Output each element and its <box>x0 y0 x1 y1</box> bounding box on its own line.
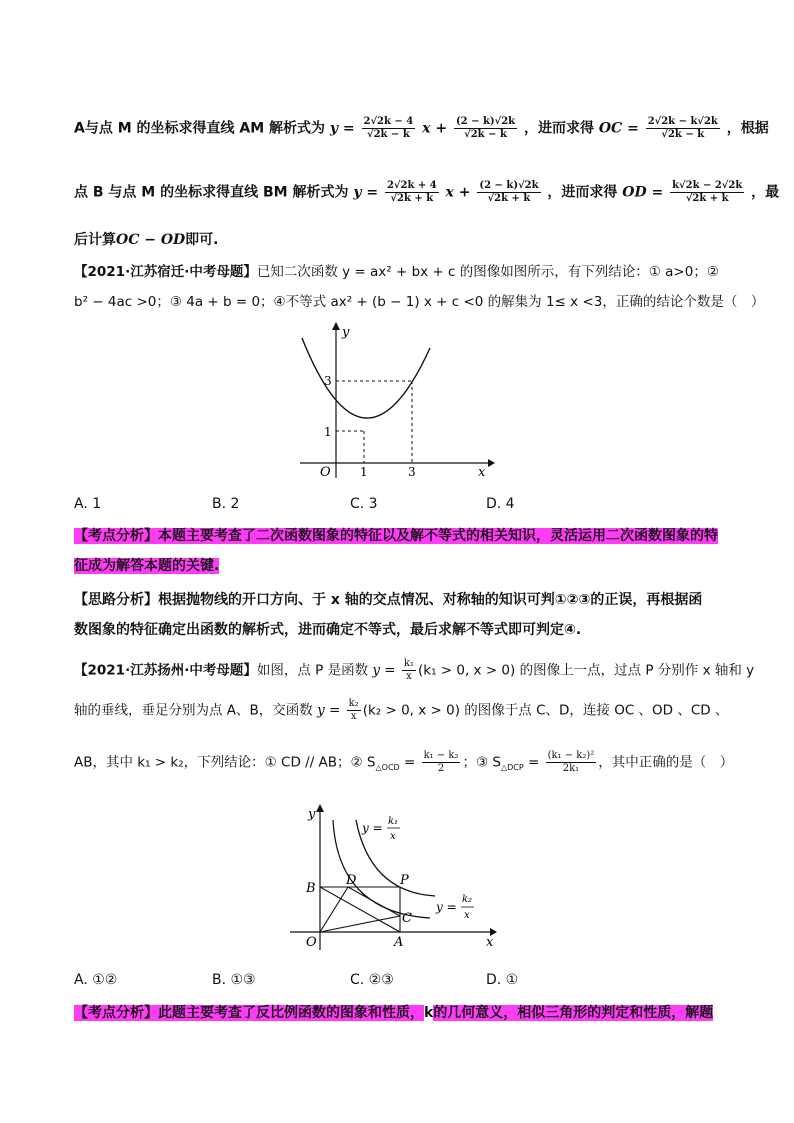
hyperbola-graph <box>290 800 510 960</box>
q2-line2: 轴的垂线，垂足分别为点 A、B，交函数 y = $\frac{\text{k₂}}{x}$ (k₂ > 0, x > 0) 的图像于点 C、D，连接 OC 、OD 、CD 、 <box>74 698 729 722</box>
q2-analysis-line1: 【考点分析】此题主要考查了反比例函数的图象和性质，k的几何意义，相似三角形的判定和性质，解题 <box>74 1005 714 1021</box>
curve2-k: k₂ <box>462 894 473 905</box>
q1-line1: 【2021·江苏宿迁·中考母题】已知二次函数 y = ax² + bx + c 的图像如图所示，有下列结论：① a>0；② <box>74 264 719 280</box>
q2-option-c[interactable]: C. ②③ <box>350 972 394 988</box>
q1-line2: b² − 4ac >0；③ 4a + b = 0；④不等式 ax² + (b − 1) x + c <0 的解集为 1≤ x <3，正确的结论个数是（ ） <box>74 294 765 310</box>
y-tick-3: 3 <box>324 374 332 388</box>
para1-line3: 后计算OC − OD即可. <box>74 232 219 248</box>
label-a: A <box>394 935 404 950</box>
eq-oc: OC = <box>598 120 639 137</box>
q2-option-d[interactable]: D. ① <box>486 972 519 988</box>
label-p: P <box>400 873 409 888</box>
q1-idea-line1: 【思路分析】根据抛物线的开口方向、于 x 轴的交点情况、对称轴的知识可判①②③的正误，再根据函 <box>74 592 703 608</box>
q2-source-tag: 【2021·江苏扬州·中考母题】 <box>74 662 257 679</box>
fraction: $\frac{k√2k - 2√2k}{√2k + k}$ <box>672 180 743 204</box>
q1-analysis-line2: 征成为解答本题的关键. <box>74 558 220 574</box>
q2-options <box>74 972 734 992</box>
x-tick-3: 3 <box>408 465 416 478</box>
curve1-x: x <box>390 831 396 842</box>
segment-cd <box>348 887 400 916</box>
label-b: B <box>306 881 316 896</box>
x-tick-1: 1 <box>360 465 368 478</box>
q1-analysis-line1: 【考点分析】本题主要考查了二次函数图象的特征以及解不等式的相关知识，灵活运用二次函数图象的特 <box>74 528 718 544</box>
curve2-x: x <box>464 910 470 921</box>
label-c: C <box>402 911 412 926</box>
y-axis-arrow <box>316 804 324 812</box>
fraction: $\frac{\text{k₂}}{x}$ <box>348 698 359 722</box>
curve1-k: k₁ <box>388 816 399 827</box>
parabola-curve <box>302 338 430 418</box>
segment-oc <box>320 916 400 932</box>
parabola-graph <box>290 318 500 478</box>
x-label: x <box>478 465 486 478</box>
fraction: $\frac{2√2k - 4}{√2k - k}$ <box>363 116 414 140</box>
x-label: x <box>486 935 494 950</box>
q2-line3: AB，其中 k₁ > k₂，下列结论：① CD // AB；② $S_{\triangle OCD}$ = $\frac{\text{k₁ − k₂}}{2}$ ；③ $S_{\triangle DCP}$ = $\frac{\text{(k₁ − k₂)²}}{\text{2k₁}}$ ，其中正确的是（ ） <box>74 750 734 774</box>
label-o: O <box>306 935 317 950</box>
label-d: D <box>346 873 357 888</box>
fraction: $\frac{(2 - k)√2k}{√2k + k}$ <box>479 180 539 204</box>
fraction: $\frac{(2 - k)√2k}{√2k - k}$ <box>455 116 516 140</box>
segment-od <box>320 887 348 932</box>
eq-y: y = <box>329 120 355 137</box>
curve2-label: y = <box>436 900 457 914</box>
q1-source-tag: 【2021·江苏宿迁·中考母题】 <box>74 264 257 280</box>
q1-option-a[interactable]: A. 1 <box>74 496 102 512</box>
eq-x: x + <box>422 120 448 137</box>
curve1-label: y = <box>362 821 383 835</box>
fraction: $\frac{2√2k - k√2k}{√2k - k}$ <box>647 116 718 140</box>
q2-option-b[interactable]: B. ①③ <box>212 972 256 988</box>
q2-option-a[interactable]: A. ①② <box>74 972 118 988</box>
para1-line1-text: A与点 M 的坐标求得直线 AM 解析式为 <box>74 120 326 137</box>
q1-idea-line2: 数图象的特征确定出函数的解析式，进而确定不等式，最后求解不等式即可判定④. <box>74 622 582 638</box>
q1-option-d[interactable]: D. 4 <box>486 496 515 512</box>
x-axis-arrow <box>488 459 495 467</box>
q1-option-c[interactable]: C. 3 <box>350 496 378 512</box>
origin-label: O <box>320 465 331 478</box>
q1-options <box>74 496 734 516</box>
fraction: $\frac{\text{k₁}}{x}$ <box>403 658 414 682</box>
y-tick-1: 1 <box>324 425 332 439</box>
q2-line1: 【2021·江苏扬州·中考母题】如图，点 P 是函数 y = $\frac{\text{k₁}}{x}$ (k₁ > 0, x > 0) 的图像上一点，过点 P 分别作 x 轴和 y <box>74 658 755 682</box>
para1-line2: 点 B 与点 M 的坐标求得直线 BM 解析式为 y = $\frac{2√2k + 4}{√2k + k}$ x + $\frac{(2 - k)√2k}{√2k + k}$ ，进而求得 OD = $\frac{k√2k - 2√2k}{√2k + k}$ ，最 <box>74 180 780 204</box>
y-label: y <box>308 807 316 822</box>
q1-option-b[interactable]: B. 2 <box>212 496 240 512</box>
para1-line1: A与点 M 的坐标求得直线 AM 解析式为 y = $\frac{2√2k - 4}{√2k - k}$ x + $\frac{(2 - k)√2k}{√2k - k}$ ，进而求得 OC = $\frac{2√2k - k√2k}{√2k - k}$ ，根据 <box>74 116 769 140</box>
y-axis-arrow <box>332 322 340 330</box>
fraction: $\frac{2√2k + 4}{√2k + k}$ <box>386 180 437 204</box>
fraction: $\frac{\text{(k₁ − k₂)²}}{\text{2k₁}}$ <box>547 750 595 774</box>
y-label: y <box>342 325 350 340</box>
fraction: $\frac{\text{k₁ − k₂}}{2}$ <box>423 750 459 774</box>
